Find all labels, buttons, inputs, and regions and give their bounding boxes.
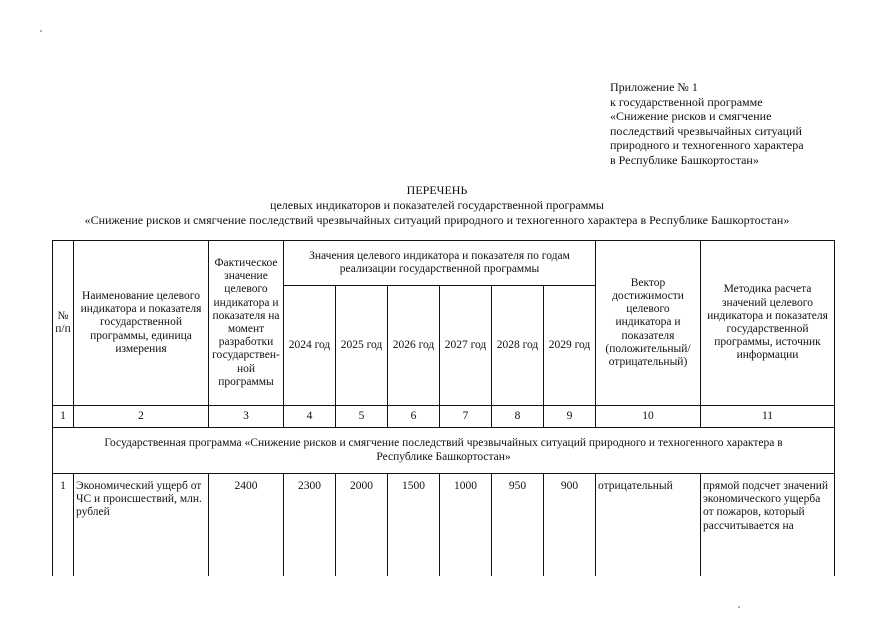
header-name: Наименование целевого индикатора и показателя государственной программы, единица измерения	[74, 241, 209, 406]
appendix-note	[610, 80, 804, 168]
header-year: 2025 год	[336, 286, 388, 406]
row-name: Экономический ущерб от ЧС и происшествий, млн. рублей	[74, 474, 209, 576]
column-number: 5	[336, 406, 388, 428]
row-vector: отрицательный	[596, 474, 701, 576]
appendix-line: последствий чрезвычайных ситуаций	[610, 123, 802, 138]
column-number: 11	[701, 406, 835, 428]
row-year-value: 2300	[284, 474, 336, 576]
row-year-value: 950	[492, 474, 544, 576]
table-row	[53, 474, 835, 576]
column-number: 4	[284, 406, 336, 428]
indicators-table	[52, 240, 835, 576]
column-number: 3	[209, 406, 284, 428]
header-years-group: Значения целевого индикатора и показателя по годам реализации государственной программы	[284, 241, 596, 286]
column-number: 2	[74, 406, 209, 428]
appendix-line: к государственной программе	[610, 94, 763, 109]
column-number: 8	[492, 406, 544, 428]
appendix-line: Приложение № 1	[610, 80, 698, 94]
appendix-line: природного и техногенного характера	[610, 138, 804, 153]
appendix-line: в Республике Башкортостан»	[610, 152, 759, 167]
row-num: 1	[53, 474, 74, 576]
column-number: 10	[596, 406, 701, 428]
section-title: Государственная программа «Снижение рисков и смягчение последствий чрезвычайных ситуаций природного и техногенного характера в Республике Башкортостан»	[53, 428, 835, 474]
section-row	[53, 428, 835, 474]
row-year-value: 2000	[336, 474, 388, 576]
column-number: 6	[388, 406, 440, 428]
header-year: 2029 год	[544, 286, 596, 406]
header-year: 2026 год	[388, 286, 440, 406]
heading-title: ПЕРЕЧЕНЬ	[406, 183, 468, 197]
column-number: 1	[53, 406, 74, 428]
scan-speck	[738, 606, 740, 608]
header-method: Методика расчета значений целевого индикатора и показателя государственной программы, источник информации	[701, 241, 835, 406]
row-year-value: 900	[544, 474, 596, 576]
heading-program-name: «Снижение рисков и смягчение последствий чрезвычайных ситуаций природного и техногенного характера в Республике Башкортостан»	[84, 213, 790, 227]
header-year: 2028 год	[492, 286, 544, 406]
column-number-row	[53, 406, 835, 428]
header-year: 2027 год	[440, 286, 492, 406]
row-actual: 2400	[209, 474, 284, 576]
column-number: 7	[440, 406, 492, 428]
appendix-line: «Снижение рисков и смягчение	[610, 109, 772, 124]
header-vector: Вектор достижимости целевого индикатора и показателя (положительный/ отрицательный)	[596, 241, 701, 406]
header-year: 2024 год	[284, 286, 336, 406]
row-method: прямой подсчет значений экономического ущерба от пожаров, который рассчитывается на	[701, 474, 835, 576]
column-number: 9	[544, 406, 596, 428]
header-actual: Фактическое значение целевого индикатора и показателя на момент разработки государствен-ной программы	[209, 241, 284, 406]
row-year-value: 1000	[440, 474, 492, 576]
row-year-value: 1500	[388, 474, 440, 576]
header-num: № п/п	[53, 241, 74, 406]
heading-subtitle: целевых индикаторов и показателей государственной программы	[270, 198, 604, 212]
document-heading	[0, 183, 874, 228]
scan-speck	[40, 30, 42, 32]
